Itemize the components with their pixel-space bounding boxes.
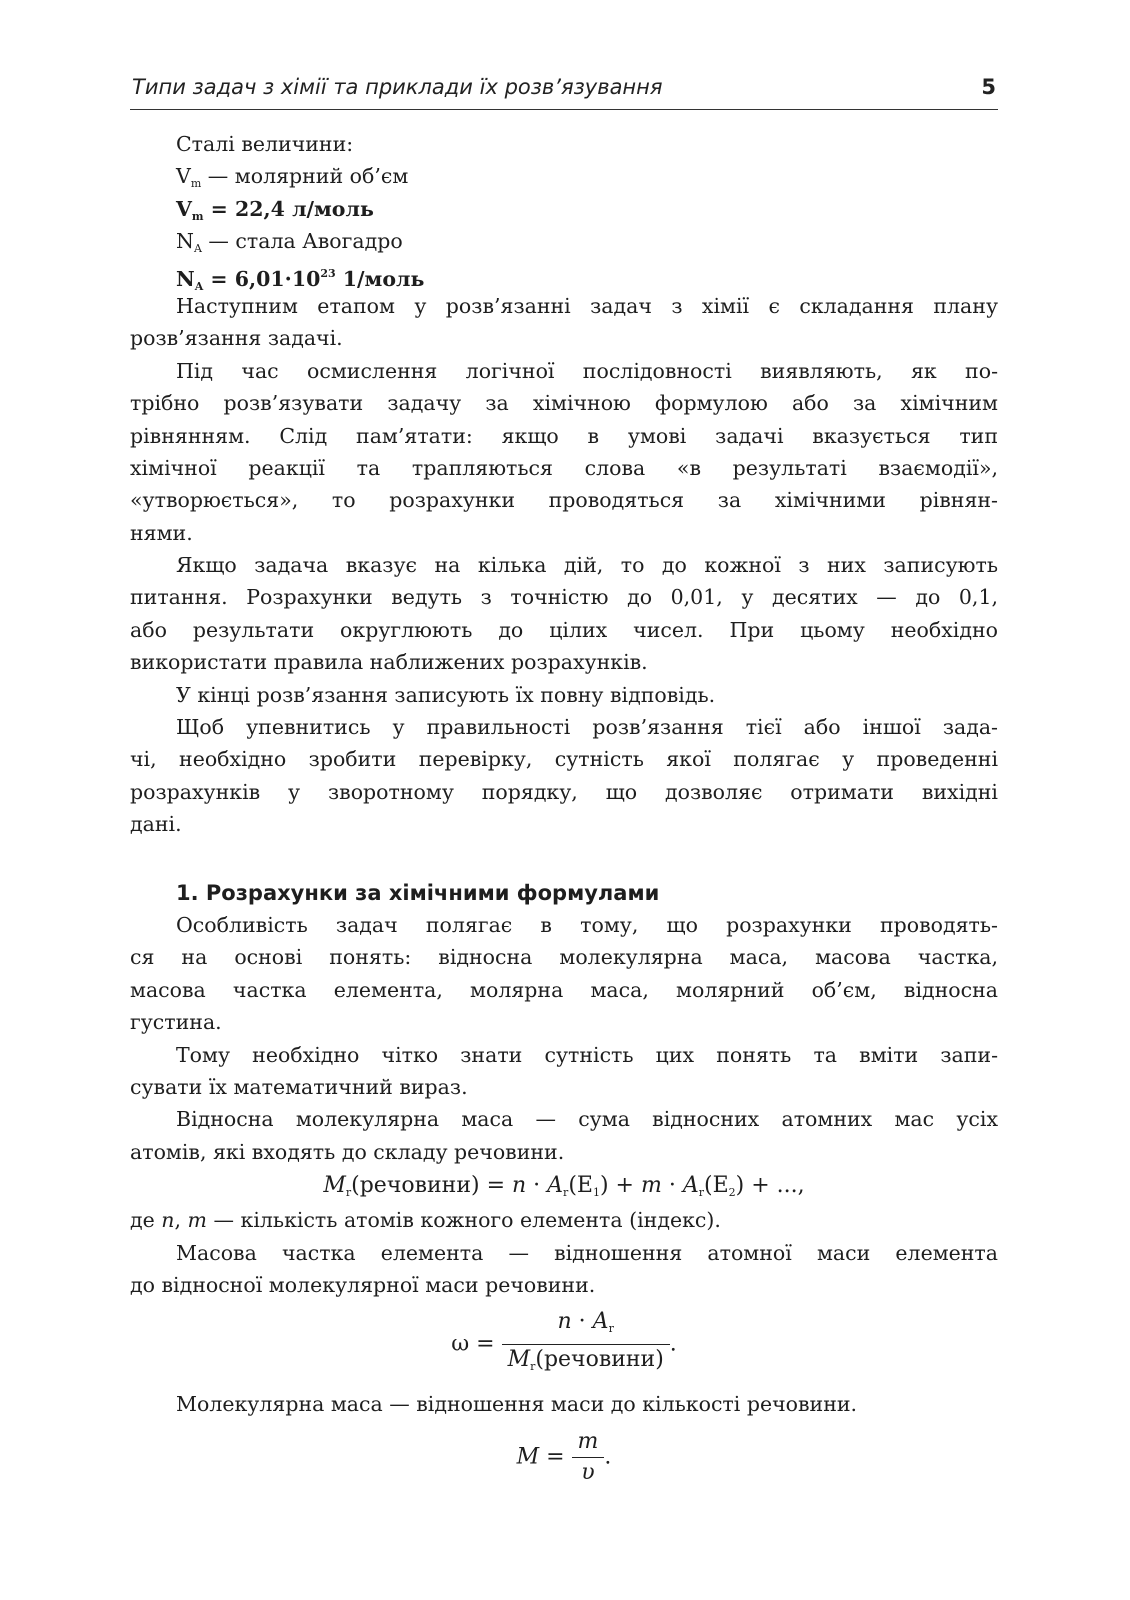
fraction: $\frac{m}{\upsilon}$: [572, 1427, 605, 1488]
na-value: $N_A = 6,01\cdot 10^{23}$ 1/моль: [176, 266, 425, 293]
formula-mass-fraction: ω = $\frac{n \cdot A_r}{M_r(речовини)}$ .: [130, 1307, 998, 1382]
paragraph-line: густина.: [130, 1010, 222, 1035]
vm-definition: $V_m$ — молярний об’єм: [176, 164, 409, 191]
paragraph-line: рівнянням. Слід пам’ятати: якщо в умові задачі вказується тип: [130, 423, 998, 448]
page-body: [130, 128, 998, 1494]
paragraph-line: трібно розв’язувати задачу за хімічною формулою або за хімічним: [130, 391, 998, 416]
paragraph-line: «утворюється», то розрахунки проводяться за хімічними рівнян-: [130, 488, 998, 513]
paragraph-line: Масова частка елемента — відношення атомної маси елемента: [176, 1240, 998, 1265]
formula-molar-mass: M = $\frac{m}{\upsilon}$ .: [130, 1427, 998, 1488]
paragraph-line: використати правила наближених розрахунків.: [130, 650, 648, 675]
paragraph-line: нями.: [130, 520, 193, 545]
paragraph-line: розв’язання задачі.: [130, 326, 343, 351]
header-title: Типи задач з хімії та приклади їх розв’язування: [132, 75, 663, 99]
paragraph-line: чі, необхідно зробити перевірку, сутність якої полягає у проведенні: [130, 747, 998, 772]
paragraph-line: Особливість задач полягає в тому, що розрахунки проводять-: [176, 912, 998, 937]
paragraph-line: масова частка елемента, молярна маса, молярний об’єм, відносна: [130, 977, 998, 1002]
paragraph-line: дані.: [130, 812, 182, 837]
paragraph-line: Під час осмислення логічної послідовності виявляють, як по-: [176, 358, 998, 383]
section-heading: 1. Розрахунки за хімічними формулами: [176, 880, 660, 905]
paragraph-line: Тому необхідно чітко знати сутність цих понять та вміти запи-: [176, 1042, 998, 1067]
paragraph-line: ся на основі понять: відносна молекулярна маса, масова частка,: [130, 945, 998, 970]
formula-molecular-mass: $M_r(речовини) = n \cdot A_r(E_1) + m \cdot A_r(E_2)$ + ...,: [323, 1173, 805, 1200]
fraction: $\frac{n \cdot A_r}{M_r(речовини)}$: [502, 1307, 670, 1382]
constants-label: Сталі величини:: [176, 132, 354, 156]
paragraph-line: Молекулярна маса — відношення маси до кількості речовини.: [176, 1392, 858, 1417]
paragraph-line: Відносна молекулярна маса — сума відносних атомних мас усіх: [176, 1107, 998, 1132]
paragraph-line: питання. Розрахунки ведуть з точністю до 0,01, у десятих — до 0,1,: [130, 585, 998, 610]
running-header: [130, 71, 998, 110]
paragraph-line: Щоб упевнитись у правильності розв’язання тієї або іншої зада-: [176, 715, 998, 740]
paragraph-line: сувати їх математичний вираз.: [130, 1074, 468, 1099]
paragraph-line: Наступним етапом у розв’язанні задач з хімії є складання плану: [176, 293, 998, 318]
paragraph-line: У кінці розв’язання записують їх повну відповідь.: [176, 682, 716, 707]
paragraph-line: до відносної молекулярної маси речовини.: [130, 1272, 596, 1297]
paragraph-line: хімічної реакції та трапляються слова «в результаті взаємодії»,: [130, 455, 998, 480]
paragraph-line: розрахунків у зворотному порядку, що дозволяє отримати вихідні: [130, 779, 998, 804]
paragraph-line: Якщо задача вказує на кілька дій, то до кожної з них записують: [176, 553, 998, 578]
paragraph-line: або результати округлюють до цілих чисел. При цьому необхідно: [130, 617, 998, 642]
paragraph-line: де n, m — кількість атомів кожного елемента (індекс).: [130, 1208, 721, 1233]
page-number: 5: [981, 75, 996, 99]
na-definition: $N_A$ — стала Авогадро: [176, 229, 403, 256]
vm-value: $V_m = 22,4$ л/моль: [176, 196, 374, 223]
paragraph-line: атомів, які входять до складу речовини.: [130, 1139, 565, 1164]
